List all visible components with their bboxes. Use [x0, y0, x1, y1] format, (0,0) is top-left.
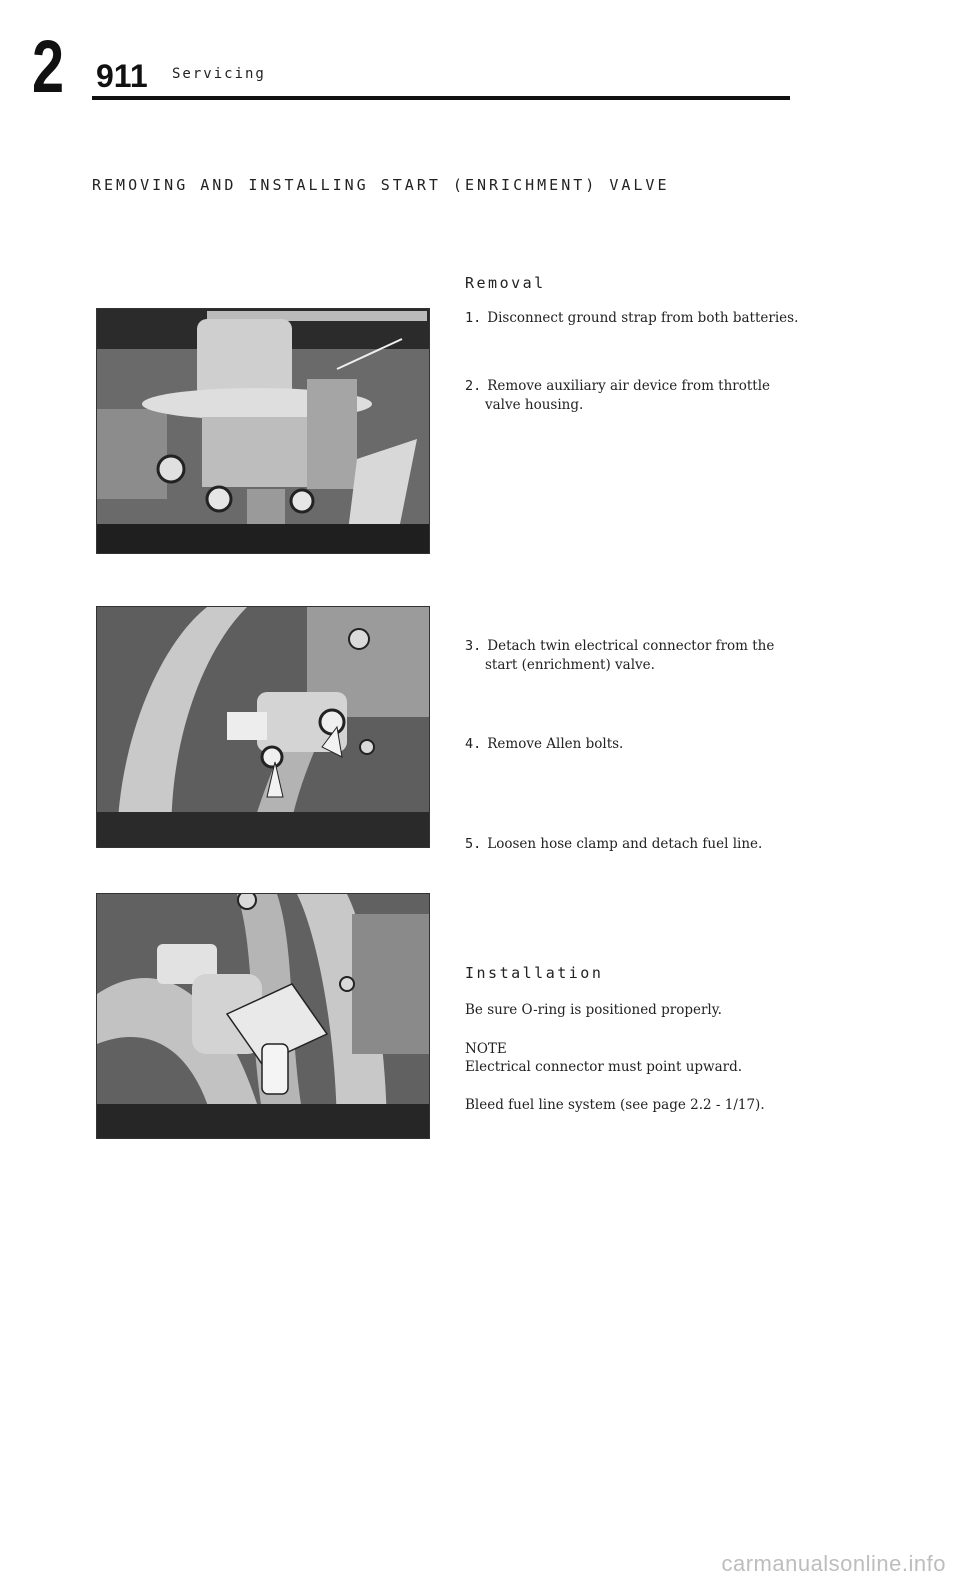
step-text: Remove Allen bolts.	[487, 736, 624, 752]
step-1	[465, 309, 805, 328]
step-text: Detach twin electrical connector from the	[487, 638, 775, 654]
step-text: Disconnect ground strap from both batteries.	[487, 310, 799, 326]
step-number: 1.	[465, 310, 482, 326]
step-number: 5.	[465, 836, 482, 852]
photo-auxiliary-air-device	[96, 308, 430, 554]
installation-bleed: Bleed fuel line system (see page 2.2 - 1/17).	[465, 1097, 765, 1113]
step-text-continued: valve housing.	[485, 397, 584, 413]
step-text: Remove auxiliary air device from throttle	[487, 378, 771, 394]
section-name: Servicing	[172, 66, 266, 82]
step-text: Loosen hose clamp and detach fuel line.	[487, 836, 763, 852]
photo-2-illustration	[97, 607, 429, 847]
photo-3-illustration	[97, 894, 429, 1138]
chapter-number: 2	[32, 25, 65, 108]
photo-start-valve-connector	[96, 606, 430, 848]
header-rule	[92, 96, 790, 100]
removal-heading: Removal	[465, 274, 546, 292]
step-number: 2.	[465, 378, 482, 394]
step-number: 4.	[465, 736, 482, 752]
step-4	[465, 735, 795, 754]
installation-note-label: NOTE	[465, 1041, 507, 1057]
watermark: carmanualsonline.info	[721, 1551, 946, 1576]
installation-heading: Installation	[465, 964, 604, 982]
step-number: 3.	[465, 638, 482, 654]
step-text-continued: start (enrichment) valve.	[485, 657, 655, 673]
installation-note-text: Electrical connector must point upward.	[465, 1059, 743, 1075]
installation-oring: Be sure O-ring is positioned properly.	[465, 1002, 722, 1018]
step-2	[465, 377, 795, 415]
step-3	[465, 637, 795, 675]
photo-1-illustration	[97, 309, 429, 553]
step-5	[465, 835, 795, 854]
model-number: 911	[96, 58, 148, 94]
page-title: REMOVING AND INSTALLING START (ENRICHMENT) VALVE	[92, 176, 670, 194]
photo-removed-start-valve	[96, 893, 430, 1139]
